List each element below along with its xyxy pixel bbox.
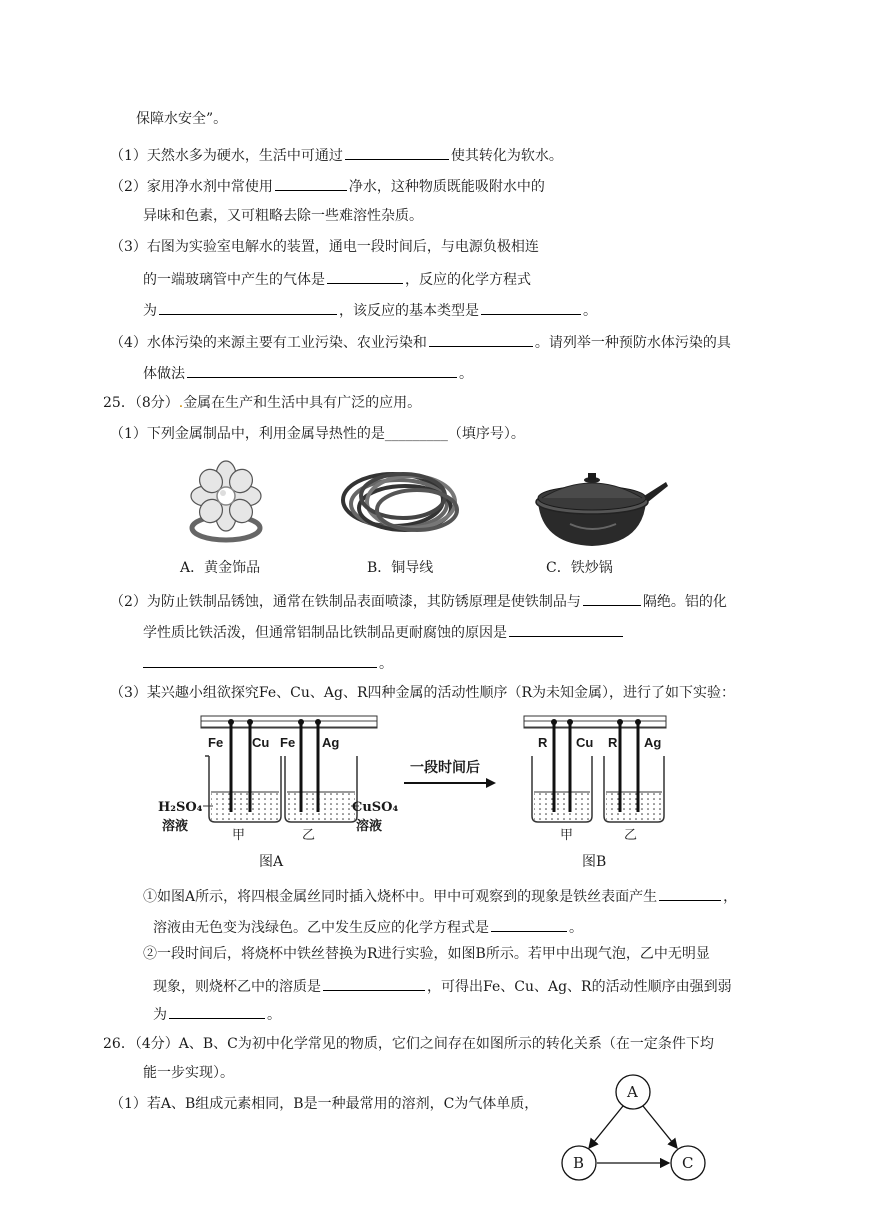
problem-25-q3-i: ①如图A所示，将四根金属丝同时插入烧杯中。甲中可观察到的现象是铁丝表面产生 ， (143, 886, 737, 906)
figure-a-caption: 图A (259, 854, 284, 870)
question-4: （4）水体污染的来源主要有工业污染、农业污染和 。请列举一种预防水体污染的具 (110, 332, 731, 352)
problem-25-q1: （1）下列金属制品中，利用金属导热性的是_________（填序号）。 (110, 426, 525, 442)
label-beaker-yi-b: 乙 (624, 828, 638, 843)
problem-26-heading-cont: 能一步实现）。 (143, 1065, 234, 1081)
arrow-a-to-c (643, 1106, 677, 1148)
label-h2so4-solution: 溶液 (162, 819, 189, 834)
label-r-1: R (538, 735, 548, 750)
gold-ring-flower-image (180, 458, 272, 550)
product-c-label: C．铁炒锅 (546, 560, 613, 576)
answer-blank[interactable] (323, 976, 425, 991)
problem-25-q3: （3）某兴趣小组欲探究Fe、Cu、Ag、R四种金属的活动性顺序（R为未知金属），进行了如下实验： (110, 685, 736, 701)
answer-blank[interactable] (491, 917, 567, 932)
figure-a-diagram (155, 712, 383, 842)
line-continuation: 保障水安全”。 (136, 111, 228, 127)
problem-25-q3-ii-line3: 为 。 (153, 1004, 281, 1024)
label-ag: Ag (322, 735, 340, 750)
problem-25-q3-ii-line2: 现象，则烧杯乙中的溶质是 ，可得出Fe、Cu、Ag、R的活动性顺序由强到弱 (153, 976, 732, 996)
figure-b-caption: 图B (582, 854, 607, 870)
problem-25-q2-line2: 学性质比铁活泼，但通常铝制品比铁制品更耐腐蚀的原因是 (143, 622, 625, 642)
answer-blank[interactable] (481, 300, 581, 315)
label-cu: Cu (252, 735, 270, 750)
label-cuso4-solution: 溶液 (356, 819, 383, 834)
label-beaker-yi: 乙 (302, 828, 316, 843)
problem-25-q2-line3: 。 (143, 653, 393, 673)
right-arrow-icon (402, 776, 498, 790)
problem-26-heading: 26．（4分）A、B、C为初中化学常见的物质，它们之间存在如图所示的转化关系（在一定条件下均 (103, 1036, 714, 1052)
node-c: C (682, 1154, 694, 1172)
question-1: （1）天然水多为硬水，生活中可通过 使其转化为软水。 (110, 145, 563, 165)
question-3-line3: 为 ，该反应的基本类型是 。 (143, 300, 597, 320)
arrow-label: 一段时间后 (410, 760, 480, 776)
copper-wire-coil-image (333, 458, 473, 546)
question-2-cont: 异味和色素，又可粗略去除一些难溶性杂质。 (143, 208, 423, 224)
answer-blank[interactable] (159, 300, 337, 315)
label-cu-b: Cu (576, 735, 594, 750)
node-a: A (627, 1083, 638, 1101)
question-4-cont: 体做法 。 (143, 363, 473, 383)
answer-blank[interactable] (169, 1004, 265, 1019)
product-a-label: A．黄金饰品 (180, 560, 261, 576)
answer-blank[interactable] (583, 591, 641, 606)
product-b-label: B．铜导线 (367, 560, 434, 576)
answer-blank[interactable] (143, 653, 377, 668)
label-cuso4: CuSO₄ (352, 800, 399, 815)
iron-wok-image (530, 462, 670, 552)
label-fe-2: Fe (280, 735, 296, 750)
label-h2so4: H₂SO₄ (158, 800, 203, 815)
answer-blank[interactable] (509, 622, 623, 637)
label-beaker-jia: 甲 (232, 828, 246, 843)
label-r-2: R (608, 735, 618, 750)
answer-blank[interactable] (187, 363, 457, 378)
answer-blank[interactable] (659, 886, 721, 901)
question-2: （2）家用净水剂中常使用 净水，这种物质既能吸附水中的 (110, 176, 545, 196)
answer-blank[interactable] (345, 145, 449, 160)
problem-26-q1: （1）若A、B组成元素相同，B是一种最常用的溶剂，C为气体单质， (110, 1096, 539, 1112)
answer-blank[interactable] (327, 269, 403, 284)
label-beaker-jia-b: 甲 (560, 828, 574, 843)
problem-25-q3-ii: ②一段时间后，将烧杯中铁丝替换为R进行实验，如图B所示。若甲中出现气泡，乙中无明显 (143, 946, 710, 962)
node-b: B (573, 1154, 585, 1172)
arrow-a-to-b (589, 1106, 623, 1148)
problem-25-q2: （2）为防止铁制品锈蚀，通常在铁制品表面喷漆，其防锈原理是使铁制品与 隔绝。铝的化 (110, 591, 727, 611)
question-3: （3）右图为实验室电解水的装置，通电一段时间后，与电源负极相连 (110, 239, 539, 255)
answer-blank[interactable] (429, 332, 533, 347)
problem-25-heading: 25．（8分）.金属在生产和生活中具有广泛的应用。 (103, 395, 422, 411)
label-ag-b: Ag (644, 735, 662, 750)
figure-b-diagram (520, 712, 670, 842)
label-fe-1: Fe (208, 735, 224, 750)
answer-blank[interactable] (275, 176, 347, 191)
question-3-line2: 的一端玻璃管中产生的气体是 ，反应的化学方程式 (143, 269, 531, 289)
problem-25-q3-i-line2: 溶液由无色变为浅绿色。乙中发生反应的化学方程式是 。 (153, 917, 583, 937)
